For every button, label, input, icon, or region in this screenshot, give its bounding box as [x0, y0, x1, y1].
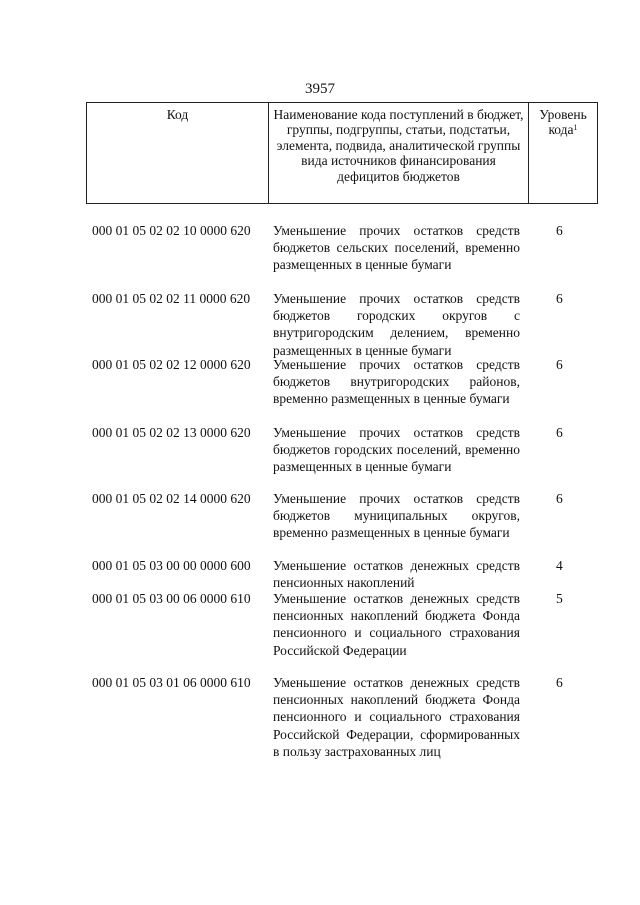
row-name: Уменьшение прочих остатков средств бюджетов муниципальных округов, временно размещенных в ценные бумаги [273, 491, 520, 541]
row-level: 4 [556, 558, 563, 573]
row-code: 000 01 05 02 02 12 0000 620 [92, 357, 251, 372]
row-name: Уменьшение прочих остатков средств бюджетов городских округов с внутригородским делением, временно размещенных в ценные бумаги [273, 291, 520, 358]
header-name-column: Наименование кода поступлений в бюджет, группы, подгруппы, статьи, подстатьи, элемента, подвида, аналитической группы вида источников финансирования дефицитов бюджетов [269, 103, 529, 203]
row-level: 5 [556, 591, 563, 606]
row-level: 6 [556, 425, 563, 440]
header-code-column: Код [87, 103, 269, 203]
row-code: 000 01 05 02 02 10 0000 620 [92, 223, 251, 238]
row-code: 000 01 05 02 02 11 0000 620 [92, 291, 251, 306]
row-name: Уменьшение прочих остатков средств бюджетов сельских поселений, временно размещенных в ценные бумаги [273, 223, 520, 273]
row-name: Уменьшение остатков денежных средств пенсионных накоплений бюджета Фонда пенсионного и социального страхования Российской Федерации [273, 591, 520, 658]
row-level: 6 [556, 357, 563, 372]
header-level-column [529, 103, 597, 203]
row-name: Уменьшение прочих остатков средств бюджетов городских поселений, временно размещенных в ценные бумаги [273, 425, 520, 475]
row-code: 000 01 05 02 02 13 0000 620 [92, 425, 251, 440]
row-code: 000 01 05 03 00 06 0000 610 [92, 591, 251, 606]
row-level: 6 [556, 291, 563, 306]
row-level: 6 [556, 491, 563, 506]
row-name: Уменьшение остатков денежных средств пенсионных накоплений бюджета Фонда пенсионного и социального страхования Российской Федерации, сформированных в пользу застрахованных лиц [273, 675, 520, 759]
table-header [86, 102, 598, 204]
row-code: 000 01 05 02 02 14 0000 620 [92, 491, 251, 506]
page-number: 3957 [305, 81, 335, 97]
row-code: 000 01 05 03 00 00 0000 600 [92, 558, 251, 573]
row-level: 6 [556, 223, 563, 238]
row-code: 000 01 05 03 01 06 0000 610 [92, 675, 251, 690]
row-level: 6 [556, 675, 563, 690]
header-level-label: Уровень кода [539, 107, 587, 138]
row-name: Уменьшение прочих остатков средств бюджетов внутригородских районов, временно размещенных в ценные бумаги [273, 357, 520, 407]
row-name: Уменьшение остатков денежных средств пенсионных накоплений [273, 558, 520, 591]
header-level-footnote: 1 [573, 123, 578, 133]
